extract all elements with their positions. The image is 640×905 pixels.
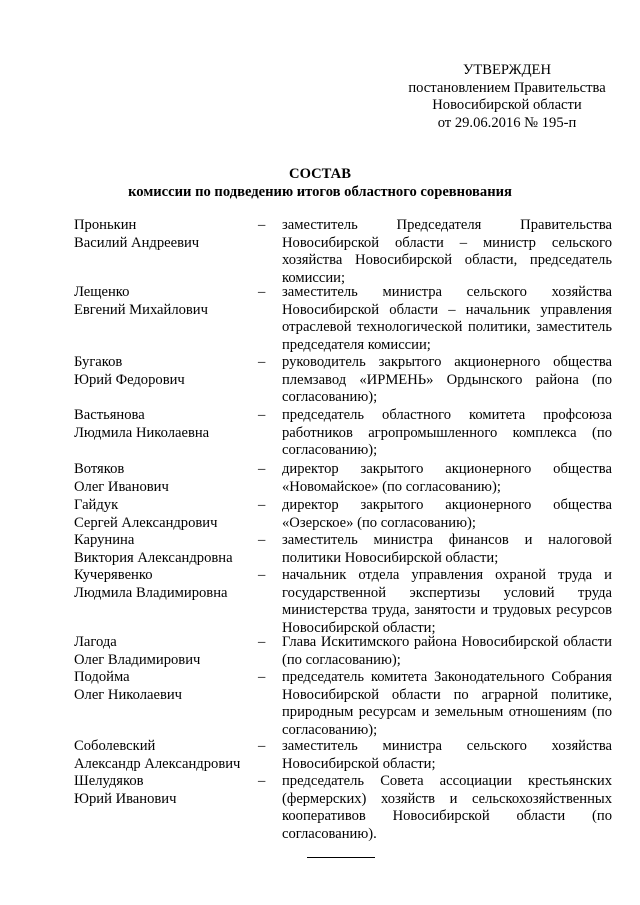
member-surname: Соболевский xyxy=(74,738,156,754)
member-given-name: Сергей Александрович xyxy=(74,514,218,531)
member-row xyxy=(74,217,612,287)
member-role: Глава Искитимского района Новосибирской области (по согласованию); xyxy=(282,634,612,668)
member-surname: Подойма xyxy=(74,669,130,685)
member-name xyxy=(74,217,258,287)
member-row xyxy=(74,773,612,843)
member-name xyxy=(74,634,258,669)
member-role: заместитель Председателя Правительства Новосибирской области – министр сельского хозяйства Новосибирской области, председатель комиссии; xyxy=(282,217,612,286)
member-row xyxy=(74,407,612,460)
member-given-name: Олег Владимирович xyxy=(74,651,201,668)
member-surname: Вастьянова xyxy=(74,407,145,423)
member-role: председатель Совета ассоциации крестьянских (фермерских) хозяйств и сельскохозяйственных кооперативов Новосибирской области (по согласованию). xyxy=(282,773,612,842)
member-name xyxy=(74,738,258,773)
member-given-name: Василий Андреевич xyxy=(74,234,200,251)
member-given-name: Людмила Николаевна xyxy=(74,424,210,441)
member-role: председатель областного комитета профсоюза работников агропромышленного комплекса (по согласованию); xyxy=(282,407,612,459)
member-row xyxy=(74,634,612,669)
member-role: директор закрытого акционерного общества «Новомайское» (по согласованию); xyxy=(282,461,612,495)
member-given-name: Олег Николаевич xyxy=(74,686,183,703)
member-surname: Пронькин xyxy=(74,217,137,233)
member-row xyxy=(74,497,612,532)
member-row xyxy=(74,567,612,637)
member-dash: – xyxy=(258,497,266,513)
member-name xyxy=(74,284,258,354)
member-dash: – xyxy=(258,532,266,548)
member-role: руководитель закрытого акционерного общества племзавод «ИРМЕНЬ» Ордынского района (по согласованию); xyxy=(282,354,612,406)
document-title xyxy=(0,166,640,201)
member-name xyxy=(74,407,258,460)
member-role: директор закрытого акционерного общества «Озерское» (по согласованию); xyxy=(282,497,612,531)
approval-decree: постановлением Правительства xyxy=(408,79,606,96)
member-name xyxy=(74,669,258,739)
title-subheading: комиссии по подведению итогов областного соревнования xyxy=(128,183,512,200)
member-name xyxy=(74,567,258,637)
member-surname: Шелудяков xyxy=(74,773,144,789)
member-dash: – xyxy=(258,669,266,685)
member-surname: Карунина xyxy=(74,532,135,548)
member-row xyxy=(74,284,612,354)
member-surname: Гайдук xyxy=(74,497,119,513)
approval-stamp xyxy=(392,62,622,132)
end-divider xyxy=(307,857,375,858)
member-role: заместитель министра сельского хозяйства Новосибирской области – начальник управления отраслевой технологической политики, заместитель председателя комиссии; xyxy=(282,284,612,353)
member-name xyxy=(74,354,258,407)
member-given-name: Евгений Михайлович xyxy=(74,301,208,318)
member-surname: Лагода xyxy=(74,634,117,650)
member-row xyxy=(74,354,612,407)
member-dash: – xyxy=(258,354,266,370)
member-dash: – xyxy=(258,738,266,754)
member-given-name: Александр Александрович xyxy=(74,755,241,772)
approval-title: УТВЕРЖДЕН xyxy=(463,62,551,78)
approval-date-number: от 29.06.2016 № 195-п xyxy=(437,114,577,131)
member-dash: – xyxy=(258,407,266,423)
member-name xyxy=(74,532,258,567)
member-row xyxy=(74,461,612,496)
member-surname: Бугаков xyxy=(74,354,123,370)
member-name xyxy=(74,461,258,496)
member-role: заместитель министра сельского хозяйства Новосибирской области; xyxy=(282,738,612,772)
member-name xyxy=(74,497,258,532)
member-dash: – xyxy=(258,567,266,583)
member-role: председатель комитета Законодательного Собрания Новосибирской области по аграрной политике, природным ресурсам и земельным отношениям (по согласованию); xyxy=(282,669,612,738)
title-heading: СОСТАВ xyxy=(289,166,351,182)
member-given-name: Людмила Владимировна xyxy=(74,584,228,601)
member-surname: Лещенко xyxy=(74,284,130,300)
member-dash: – xyxy=(258,217,266,233)
member-row xyxy=(74,532,612,567)
approval-region: Новосибирской области xyxy=(432,97,582,114)
member-surname: Кучерявенко xyxy=(74,567,153,583)
member-role: заместитель министра финансов и налоговой политики Новосибирской области; xyxy=(282,532,612,566)
member-dash: – xyxy=(258,634,266,650)
member-given-name: Юрий Федорович xyxy=(74,371,185,388)
member-dash: – xyxy=(258,461,266,477)
member-name xyxy=(74,773,258,843)
member-given-name: Юрий Иванович xyxy=(74,790,177,807)
member-row xyxy=(74,669,612,739)
member-dash: – xyxy=(258,773,266,789)
member-surname: Вотяков xyxy=(74,461,125,477)
member-given-name: Олег Иванович xyxy=(74,478,169,495)
member-role: начальник отдела управления охраной труда и государственной экспертизы условий труда министерства труда, занятости и трудовых ресурсов Новосибирской области; xyxy=(282,567,612,636)
member-dash: – xyxy=(258,284,266,300)
member-given-name: Виктория Александровна xyxy=(74,549,233,566)
member-row xyxy=(74,738,612,773)
